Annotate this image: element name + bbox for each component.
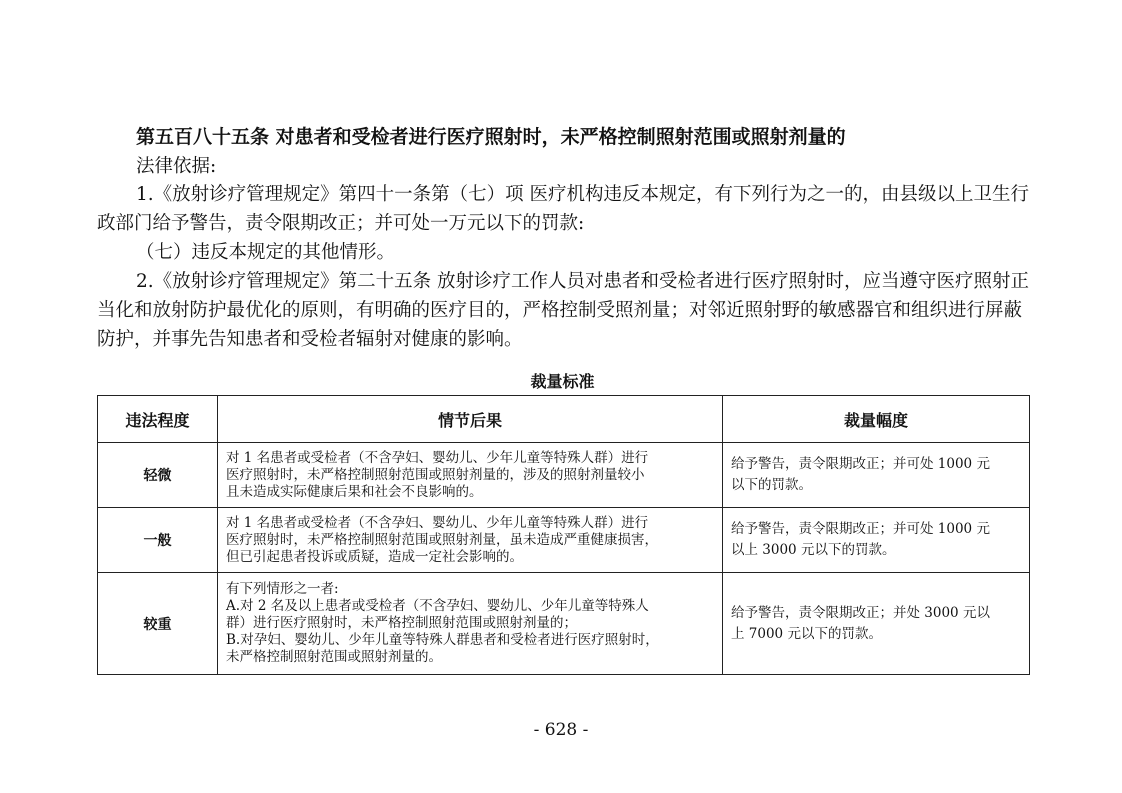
legal-basis-item-1-subitem: （七）违反本规定的其他情形。 [136,242,396,263]
circumstance-line: 但已引起患者投诉或质疑，造成一定社会影响的。 [226,548,523,565]
penalty-line: 以上 3000 元以下的罚款。 [731,542,896,558]
page-number: - 628 - [533,720,589,740]
penalty-line: 给予警告，责令限期改正；并处 3000 元以 [731,604,990,621]
penalty-line: 上 7000 元以下的罚款。 [731,625,882,642]
violation-level-cell: 较重 [98,573,218,675]
penalty-cell [723,443,1030,508]
circumstance-line: 有下列情形之一者: [226,581,339,597]
circumstance-cell [218,573,723,675]
penalty-line: 给予警告，责令限期改正；并可处 1000 元 [731,521,990,537]
article-title: 第五百八十五条 对患者和受检者进行医疗照射时，未严格控制照射范围或照射剂量的 [136,126,846,148]
table-row [98,508,1030,573]
circumstance-cell [218,508,723,573]
table-caption: 裁量标准 [530,372,595,391]
penalty-cell [723,508,1030,573]
circumstance-line: 医疗照射时，未严格控制照射范围或照射剂量，虽未造成严重健康损害， [226,531,658,548]
table-header-row [98,396,1030,443]
circumstance-line: 群）进行医疗照射时，未严格控制照射范围或照射剂量的； [226,615,577,631]
table-row [98,573,1030,675]
violation-level-cell: 轻微 [98,443,218,508]
penalty-line: 给予警告，责令限期改正；并可处 1000 元 [731,456,990,472]
circumstance-line: 对 1 名患者或受检者（不含孕妇、婴幼儿、少年儿童等特殊人群）进行 [226,514,649,531]
circumstance-line: A.对 2 名及以上患者或受检者（不含孕妇、婴幼儿、少年儿童等特殊人 [226,598,649,614]
header-circumstances: 情节后果 [218,396,723,443]
circumstance-line: 对 1 名患者或受检者（不含孕妇、婴幼儿、少年儿童等特殊人群）进行 [226,449,649,466]
circumstance-line: B.对孕妇、婴幼儿、少年儿童等特殊人群患者和受检者进行医疗照射时， [226,632,659,648]
circumstance-line: 未严格控制照射范围或照射剂量的。 [226,649,442,665]
header-penalty-range: 裁量幅度 [723,396,1030,443]
circumstance-line: 医疗照射时，未严格控制照射范围或照射剂量的，涉及的照射剂量较小 [226,466,645,483]
penalty-line: 以下的罚款。 [731,477,812,493]
header-violation-level: 违法程度 [98,396,218,443]
table-row [98,443,1030,508]
circumstance-cell [218,443,723,508]
legal-basis-item-1: 1.《放射诊疗管理规定》第四十一条第（七）项 医疗机构违反本规定，有下列行为之一的，由县级以上卫生行政部门给予警告，责令限期改正；并可处一万元以下的罚款: [97,184,1030,234]
violation-level-cell: 一般 [98,508,218,573]
legal-basis-label: 法律依据: [136,156,217,177]
penalty-cell [723,573,1030,675]
discretion-standard-table [97,395,1030,675]
legal-basis-item-2: 2.《放射诊疗管理规定》第二十五条 放射诊疗工作人员对患者和受检者进行医疗照射时，应当遵守医疗照射正当化和放射防护最优化的原则，有明确的医疗目的，严格控制受照剂量；对邻近照射野的敏感器官和组织进行屏蔽防护，并事先告知患者和受检者辐射对健康的影响。 [97,271,1030,350]
circumstance-line: 且未造成实际健康后果和社会不良影响的。 [226,483,483,500]
